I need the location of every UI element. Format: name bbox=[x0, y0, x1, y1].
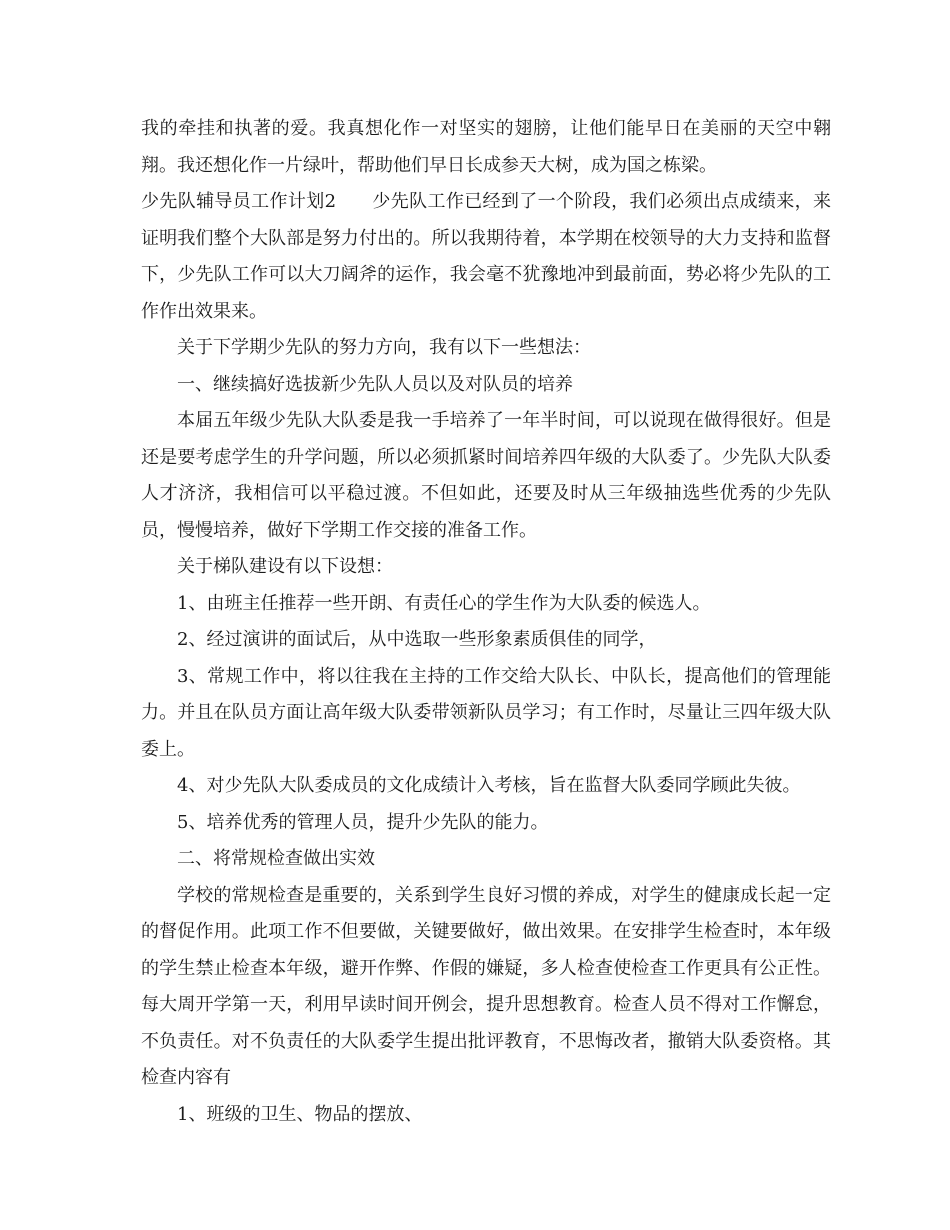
list-item-2: 2、经过演讲的面试后，从中选取一些形象素质俱佳的同学， bbox=[177, 629, 657, 650]
paragraph-5: 本届五年级少先队大队委是我一手培养了一年半时间，可以说现在做得很好。但是还是要考虑学生的升学问题，所以必须抓紧时间培养四年级的大队委了。少先队大队委人才济济，我相信可以平稳过渡。不但如此，还要及时从三年级抽选些优秀的少先队员，慢慢培养，做好下学期工作交接的准备工作。 bbox=[141, 410, 831, 541]
paragraph-2 bbox=[141, 184, 831, 330]
paragraph-6: 关于梯队建设有以下设想： bbox=[177, 556, 393, 577]
paragraph-13: 学校的常规检查是重要的，关系到学生良好习惯的养成，对学生的健康成长起一定的督促作用。此项工作不但要做，关键要做好，做出效果。在安排学生检查时，本年级的学生禁止检查本年级，避开作弊、作假的嫌疑，多人检查使检查工作更具有公正性。每大周开学第一天，利用早读时间开例会，提升思想教育。检查人员不得对工作懈怠，不负责任。对不负责任的大队委学生提出批评教育，不思悔改者，撤销大队委资格。其检查内容有 bbox=[141, 884, 831, 1088]
list-item-check-1: 1、班级的卫生、物品的摆放、 bbox=[177, 1103, 423, 1125]
list-item-1: 1、由班主任推荐一些开朗、有责任心的学生作为大队委的候选人。 bbox=[177, 592, 711, 614]
paragraph-3: 关于下学期少先队的努力方向，我有以下一些想法： bbox=[177, 337, 591, 358]
paragraph-12-heading: 二、将常规检查做出实效 bbox=[177, 848, 375, 869]
list-item-5: 5、培养优秀的管理人员，提升少先队的能力。 bbox=[177, 811, 549, 833]
paragraph-4-heading: 一、继续搞好选拔新少先队人员以及对队员的培养 bbox=[177, 373, 573, 395]
list-item-3: 3、常规工作中，将以往我在主持的工作交给大队长、中队长，提高他们的管理能力。并且在队员方面让高年级大队委带领新队员学习；有工作时，尽量让三四年级大队委上。 bbox=[141, 665, 831, 760]
list-item-4: 4、对少先队大队委成员的文化成绩计入考核，旨在监督大队委同学顾此失彼。 bbox=[177, 775, 801, 796]
paragraph-1: 我的牵挂和执著的爱。我真想化作一对坚实的翅膀，让他们能早日在美丽的天空中翱翔。我还想化作一片绿叶，帮助他们早日长成参天大树，成为国之栋梁。 bbox=[141, 118, 831, 176]
section-heading: 少先队辅导员工作计划2 bbox=[141, 191, 337, 212]
paragraph-2-text: 少先队工作已经到了一个阶段，我们必须出点成绩来，来证明我们整个大队部是努力付出的。所以我期待着，本学期在校领导的大力支持和监督下，少先队工作可以大刀阔斧的运作，我会毫不犹豫地冲到最前面，势必将少先队的工作作出效果来。 bbox=[141, 191, 832, 322]
document-body bbox=[141, 111, 831, 1133]
